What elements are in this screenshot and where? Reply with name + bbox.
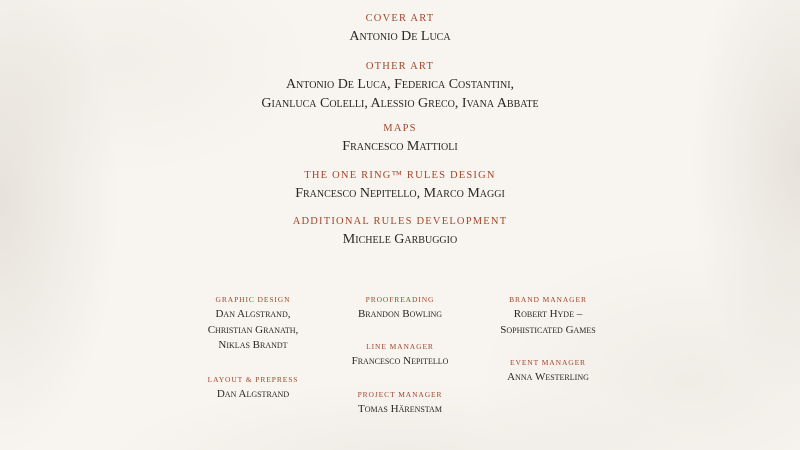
credit-maps <box>342 122 457 156</box>
credit-name: Niklas Brandt <box>218 339 288 351</box>
credit-name: Dan Algstrand, <box>215 308 291 320</box>
credit-additional-rules <box>293 215 508 249</box>
credit-name: Francesco Nepitello, Marco Maggi <box>295 186 505 201</box>
credit-name: Tomas Härenstam <box>358 403 442 415</box>
credit-name: Sophisticated Games <box>500 323 596 336</box>
credit-heading: ADDITIONAL RULES DEVELOPMENT <box>292 216 508 227</box>
credit-name: Gianluca Colelli, Alessio Greco, Ivana Abbate <box>261 96 539 111</box>
credit-name: Antonio De Luca, Federica Costantini, <box>285 77 515 92</box>
credit-heading: LAYOUT & PREPRESS <box>207 375 299 384</box>
credit-name: Francesco Nepitello <box>351 355 449 367</box>
credit-heading: GRAPHIC DESIGN <box>215 295 291 304</box>
credit-layout-prepress <box>208 375 299 403</box>
credit-heading: PROJECT MANAGER <box>357 390 443 399</box>
credit-heading: LINE MANAGER <box>366 342 434 351</box>
credit-heading: OTHER ART <box>365 61 435 72</box>
credit-event-manager <box>507 358 589 386</box>
credit-heading: BRAND MANAGER <box>509 295 587 304</box>
credit-heading: PROOFREADING <box>365 295 435 304</box>
credit-name: Anna Westerling <box>507 371 589 383</box>
credit-line-manager <box>352 342 449 370</box>
credit-name: Dan Algstrand <box>216 388 290 400</box>
credit-cover-art <box>349 12 450 46</box>
credit-name: Michele Garbuggio <box>342 232 458 247</box>
credit-proofreading <box>358 295 442 323</box>
credit-brand-manager <box>500 295 595 338</box>
credit-heading: MAPS <box>383 123 417 134</box>
credit-rules-design <box>295 169 505 203</box>
credit-heading: EVENT MANAGER <box>510 358 586 367</box>
credit-name: Robert Hyde – <box>513 308 583 320</box>
credit-graphic-design <box>208 295 299 354</box>
credit-other-art <box>261 60 538 113</box>
credit-name: Christian Granath, <box>207 323 299 336</box>
credit-name: Brandon Bowling <box>357 308 443 320</box>
credit-heading: THE ONE RING™ RULES DESIGN <box>304 170 496 181</box>
credit-name: Antonio De Luca <box>349 29 451 44</box>
credit-heading: COVER ART <box>365 13 435 24</box>
credit-name: Francesco Mattioli <box>342 139 458 154</box>
credit-project-manager <box>358 390 443 418</box>
